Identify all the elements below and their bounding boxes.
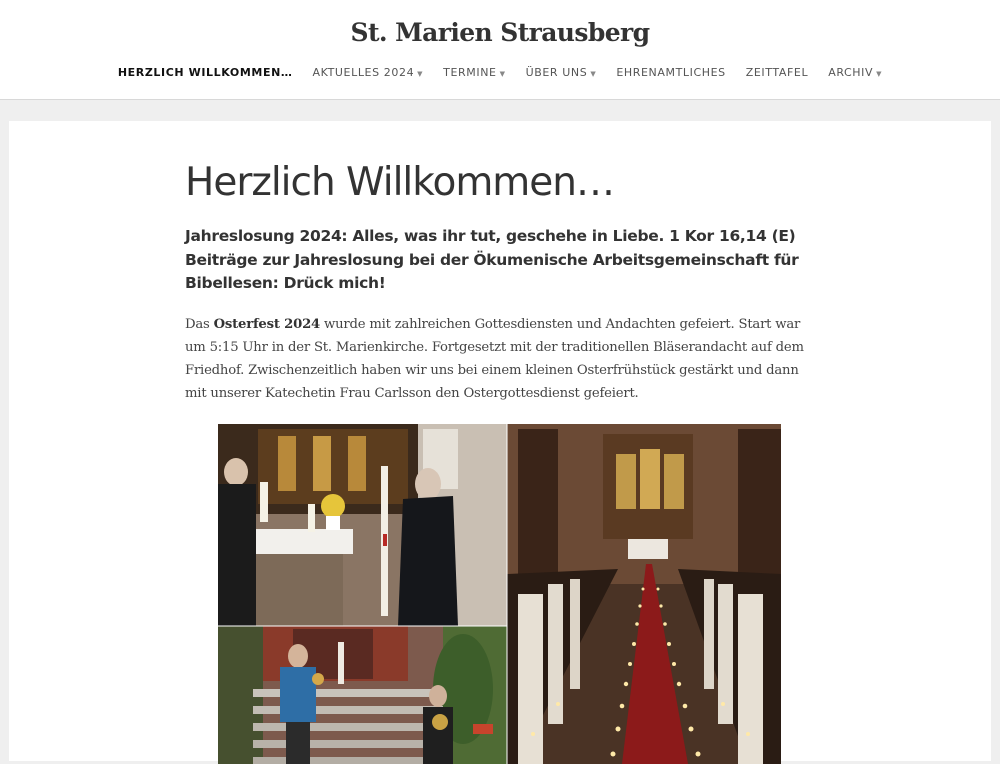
photo-brass-players [218, 626, 507, 764]
photo-altar-candle [218, 424, 507, 626]
nav-item-ehrenamtliches[interactable] [606, 66, 735, 79]
main-navigation [0, 66, 1000, 79]
nav-item-termine[interactable] [433, 66, 515, 79]
chevron-down-icon: ▼ [499, 69, 506, 78]
nav-item-label: EHRENAMTLICHES [616, 66, 726, 79]
lead-text [185, 225, 815, 296]
nav-item-label: AKTUELLES 2024 [312, 66, 415, 79]
article [185, 121, 815, 419]
nav-item-label: ARCHIV [828, 66, 874, 79]
para-prefix: Das [185, 316, 214, 332]
para-rest: wurde mit zahlreichen Gottesdiensten und Andachten gefeiert. Start war um 5:15 Uhr in der St. Marienkirche. Fortgesetzt mit der traditionellen Bläserandacht auf dem Friedhof. Zwischenzeitlich haben wir uns bei einem kleinen Osterfrühstück gestärkt und dann mit unserer Katechetin Frau Carlsson den Ostergottesdienst gefeiert. [185, 316, 804, 402]
nav-item-herzlich-willkommen[interactable] [108, 66, 303, 79]
chevron-down-icon: ▼ [417, 69, 424, 78]
nav-item-ueber-uns[interactable] [516, 66, 607, 79]
photo-church-interior [507, 424, 781, 764]
page-title: Herzlich Willkommen… [185, 160, 615, 205]
main-content [9, 121, 991, 761]
jahreslosung-link[interactable]: Beiträge zur Jahreslosung bei der Ökumenische Arbeitsgemeinschaft für Bibellesen: Drück mich! [185, 250, 799, 292]
easter-photo-collage[interactable] [218, 424, 781, 764]
nav-item-archiv[interactable] [818, 66, 892, 79]
nav-item-label: ÜBER UNS [525, 66, 588, 79]
photo-collage-image [218, 424, 781, 764]
jahreslosung-line: Jahreslosung 2024: Alles, was ihr tut, geschehe in Liebe. 1 Kor 16,14 (E) [185, 227, 796, 245]
site-title[interactable]: St. Marien Strausberg [350, 18, 650, 47]
nav-item-label: ZEITTAFEL [745, 66, 809, 79]
site-header [0, 0, 1000, 100]
nav-item-zeittafel[interactable] [736, 66, 818, 79]
nav-item-label: HERZLICH WILLKOMMEN… [117, 66, 293, 79]
nav-item-aktuelles-2024[interactable] [302, 66, 433, 79]
nav-item-label: TERMINE [443, 66, 497, 79]
para-bold: Osterfest 2024 [213, 316, 321, 332]
chevron-down-icon: ▼ [590, 69, 597, 78]
easter-paragraph [185, 313, 815, 406]
chevron-down-icon: ▼ [876, 69, 883, 78]
